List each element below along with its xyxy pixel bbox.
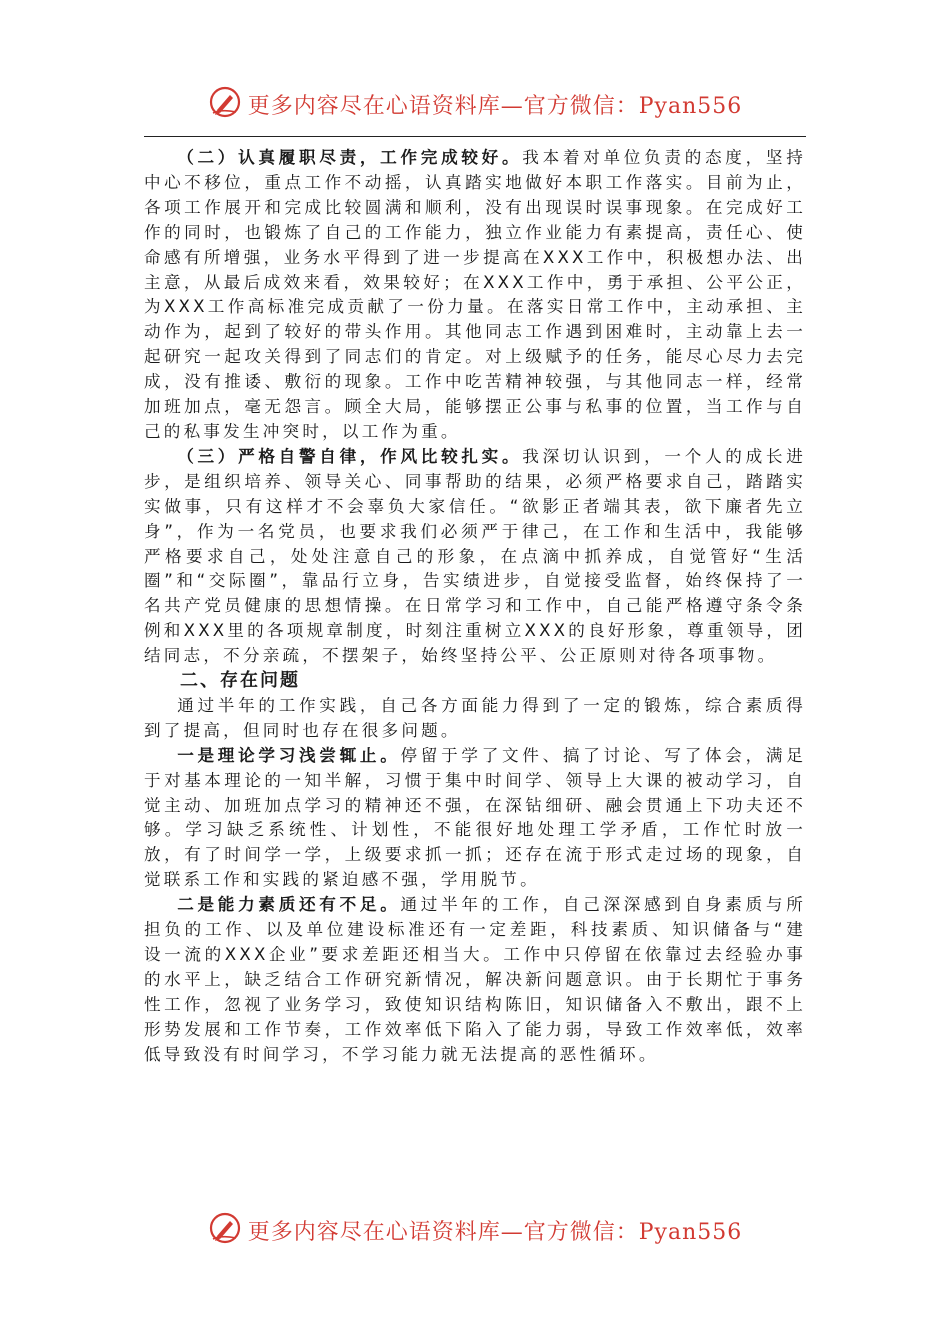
- paragraph-lead: 一是理论学习浅尝辄止。: [177, 745, 401, 765]
- paragraph-text: 我深切认识到，一个人的成长进步，是组织培养、领导关心、同事帮助的结果，必须严格要求自己，踏踏实实做事，只有这样才不会辜负大家信任。“欲影正者端其表，欲下廉者先立身”，作为一名党员，也要求我们必须严于律己，在工作和生活中，我能够严格要求自己，处处注意自己的形象，在点滴中抓养成，自觉管好“生活圈”和“交际圈”，靠品行立身，告实绩进步，自觉接受监督，始终保持了一名共产党员健康的思想情操。在日常学习和工作中，自己能严格遵守条令条例和XXX里的各项规章制度，时刻注重树立XXX的良好形象，尊重领导，团结同志，不分亲疏，不摆架子，始终坚持公平、公正原则对待各项事物。: [144, 446, 806, 666]
- paragraph-lead: 二是能力素质还有不足。: [177, 895, 401, 915]
- paragraph-duty: [144, 146, 806, 445]
- header-divider: [144, 136, 806, 137]
- section-heading-problems: 二、存在问题: [180, 670, 300, 692]
- paragraph-text: 通过半年的工作实践，自己各方面能力得到了一定的锻炼，综合素质得到了提高，但同时也存在很多问题。: [144, 695, 806, 740]
- paragraph-text: 我本着对单位负责的态度，坚持中心不移位，重点工作不动摇，认真踏实地做好本职工作落实。目前为止，各项工作展开和完成比较圆满和顺利，没有出现误时误事现象。在完成好工作的同时，也锻炼了自己的工作能力，独立作业能力有素提高，责任心、使命感有所增强，业务水平得到了进一步提高在XXX工作中，积极想办法、出主意，从最后成效来看，效果较好；在XXX工作中，勇于承担、公平公正，为XXX工作高标准完成贡献了一份力量。在落实日常工作中，主动承担、主动作为，起到了较好的带头作用。其他同志工作遇到困难时，主动靠上去一起研究一起攻关得到了同志们的肯定。对上级赋予的任务，能尽心尽力去完成，没有推诿、敷衍的现象。工作中吃苦精神较强，与其他同志一样，经常加班加点，毫无怨言。顾全大局，能够摆正公事与私事的位置，当工作与自己的私事发生冲突时，以工作为重。: [144, 148, 806, 441]
- paragraph-discipline: [144, 445, 806, 669]
- paragraph-intro: [144, 694, 806, 744]
- paragraph-text: 通过半年的工作，自己深深感到自身素质与所担负的工作、以及单位建设标准还有一定差距，科技素质、知识储备与“建设一流的XXX企业”要求差距还相当大。工作中只停留在依靠过去经验办事的水平上，缺乏结合工作研究新情况，解决新问题意识。由于长期忙于事务性工作，忽视了业务学习，致使知识结构陈旧，知识储备入不敷出，跟不上形势发展和工作节奏，工作效率低下陷入了能力弱，导致工作效率低，效率低导致没有时间学习，不学习能力就无法提高的恶性循环。: [144, 895, 807, 1064]
- footer-banner: [0, 1208, 950, 1252]
- footer-banner-text: 更多内容尽在心语资料库—官方微信：Pyan556: [247, 1219, 743, 1245]
- document-body: [144, 146, 806, 1068]
- paragraph-lead: （三）严格自警自律，作风比较扎实。: [177, 446, 523, 466]
- paragraph-problem-ability: [144, 893, 806, 1067]
- paragraph-lead: （二）认真履职尽责，工作完成较好。: [177, 148, 523, 167]
- header-banner: [0, 82, 950, 126]
- paragraph-problem-theory: [144, 744, 806, 893]
- paragraph-text: 停留于学了文件、搞了讨论、写了体会，满足于对基本理论的一知半解，习惯于集中时间学、领导上大课的被动学习，自觉主动、加班加点学习的精神还不强，在深钻细研、融会贯通上下功夫还不够。学习缺乏系统性、计划性，不能很好地处理工学矛盾，工作忙时放一放，有了时间学一学，上级要求抓一抓；还存在流于形式走过场的现象，自觉联系工作和实践的紧迫感不强，学用脱节。: [144, 745, 807, 890]
- pen-logo-icon: [208, 1211, 242, 1249]
- header-banner-text: 更多内容尽在心语资料库—官方微信：Pyan556: [247, 93, 743, 119]
- pen-logo-icon: [208, 85, 242, 123]
